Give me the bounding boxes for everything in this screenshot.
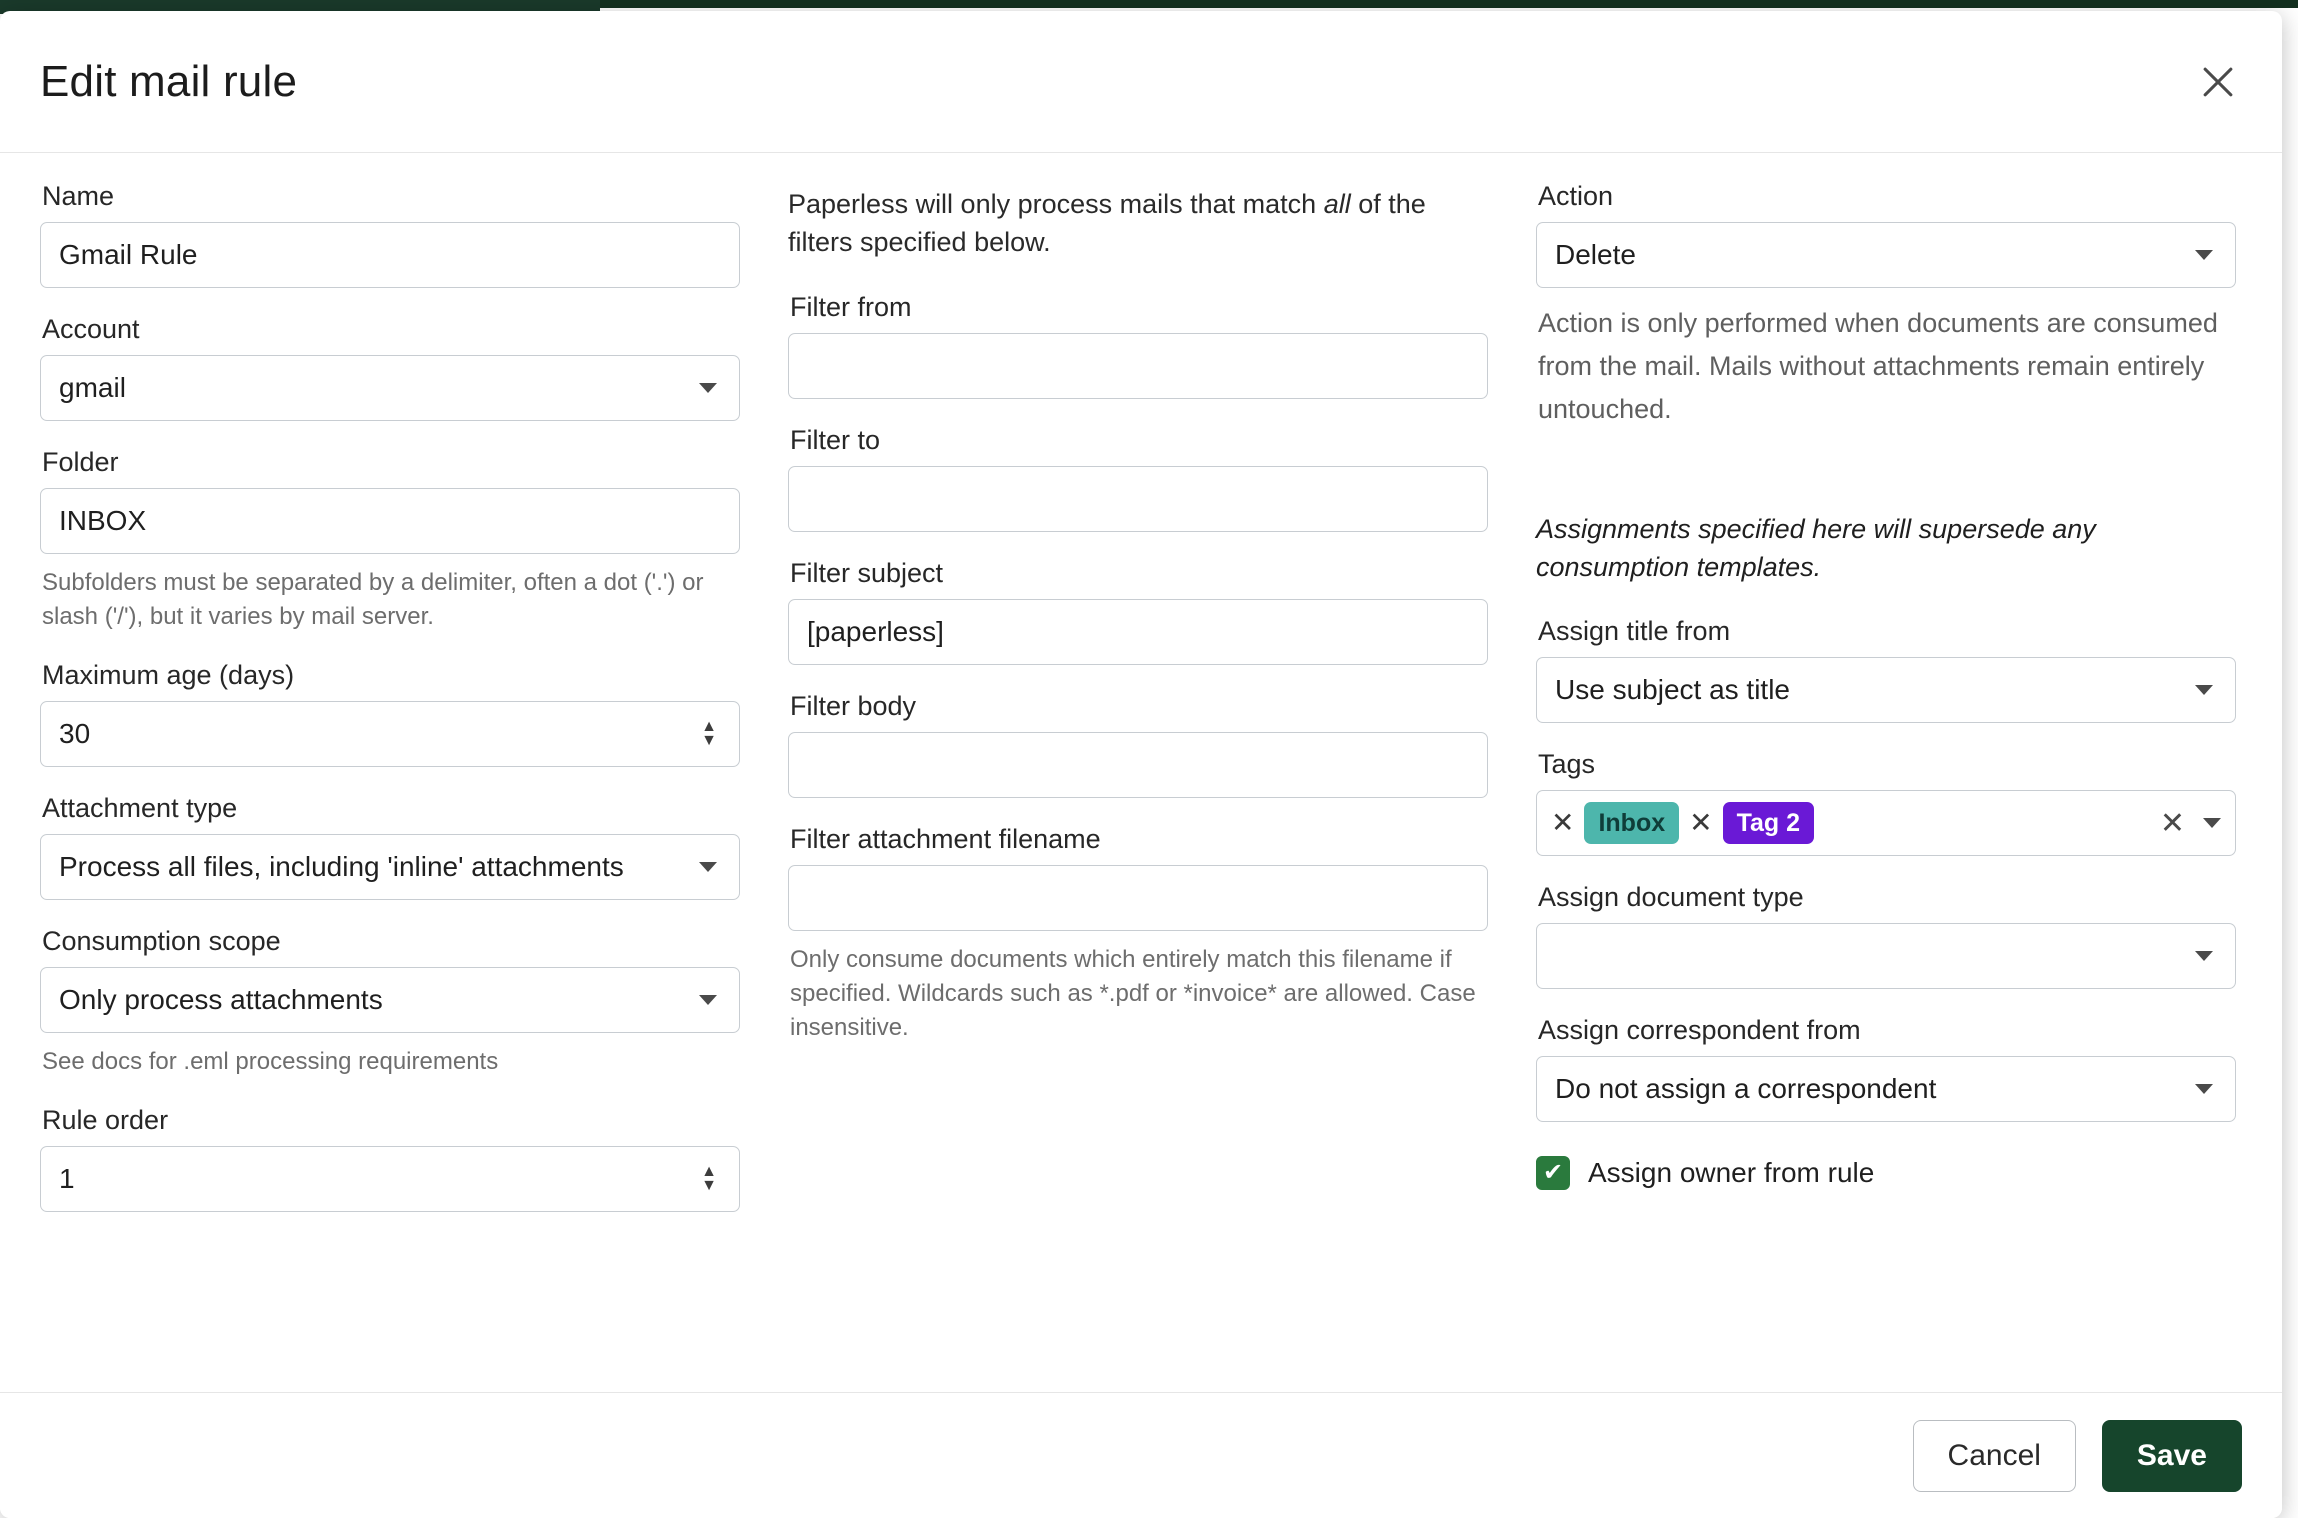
- folder-input[interactable]: [40, 488, 740, 554]
- tags-input[interactable]: [1536, 790, 2236, 856]
- assign-title-value: Use subject as title: [1555, 674, 1790, 706]
- rule-order-value: 1: [59, 1163, 75, 1195]
- name-label: Name: [42, 181, 115, 211]
- field-folder: [40, 447, 740, 634]
- action-select[interactable]: [1536, 222, 2236, 288]
- attachment-type-label: Attachment type: [42, 793, 238, 824]
- column-actions: [1536, 181, 2236, 1391]
- dialog-footer: [0, 1392, 2282, 1518]
- tag-pill-label: Inbox: [1584, 802, 1679, 844]
- assign-title-label: Assign title from: [1538, 616, 1731, 647]
- dialog-header: [0, 11, 2282, 153]
- tags-controls: [2160, 806, 2225, 841]
- filters-intro-emphasis: all: [1323, 189, 1351, 219]
- stepper-arrows-icon[interactable]: ▲ ▼: [701, 718, 717, 750]
- correspondent-value: Do not assign a correspondent: [1555, 1073, 1937, 1105]
- filter-attachment-input[interactable]: [788, 865, 1488, 931]
- tag-chip: [1551, 802, 1679, 844]
- tag-chip: [1689, 802, 1814, 844]
- assignments-note: Assignments specified here will supersede any consumption templates.: [1536, 513, 2096, 582]
- save-button[interactable]: Save: [2102, 1420, 2242, 1492]
- consumption-scope-hint: See docs for .eml processing requirements: [42, 1048, 499, 1076]
- rule-order-stepper[interactable]: [40, 1146, 740, 1212]
- assign-title-select[interactable]: [1536, 657, 2236, 723]
- action-label: Action: [1538, 181, 1614, 211]
- correspondent-label: Assign correspondent from: [1538, 1015, 1861, 1046]
- folder-hint: Subfolders must be separated by a delimiter, often a dot ('.') or slash ('/'), but it varies by mail server.: [42, 569, 704, 631]
- filter-from-input[interactable]: [788, 333, 1488, 399]
- filters-intro: [788, 185, 1488, 262]
- dialog-body: [0, 153, 2282, 1391]
- doc-type-label: Assign document type: [1538, 882, 1804, 913]
- doc-type-select[interactable]: [1536, 923, 2236, 989]
- account-label: Account: [42, 314, 140, 344]
- consumption-scope-label: Consumption scope: [42, 926, 281, 957]
- clear-icon[interactable]: ✕: [2159, 806, 2185, 840]
- max-age-value: 30: [59, 718, 91, 750]
- folder-label: Folder: [42, 447, 119, 477]
- filter-attachment-hint: Only consume documents which entirely match this filename if specified. Wildcards such as *.pdf or *invoice* are allowed. Case insensitive.: [790, 945, 1476, 1041]
- remove-tag-icon[interactable]: ✕: [1689, 807, 1713, 839]
- max-age-stepper[interactable]: [40, 701, 740, 767]
- chevron-down-icon: [699, 862, 717, 872]
- action-select-value: Delete: [1555, 239, 1636, 270]
- filter-attachment-label: Filter attachment filename: [790, 823, 1101, 854]
- field-max-age: [40, 660, 740, 767]
- field-name: [40, 181, 740, 288]
- correspondent-select[interactable]: [1536, 1056, 2236, 1122]
- filter-body-input[interactable]: [788, 732, 1488, 798]
- field-attachment-type: [40, 793, 740, 900]
- attachment-type-value: Process all files, including 'inline' attachments: [59, 851, 624, 883]
- field-consumption-scope: [40, 926, 740, 1079]
- filter-from-label: Filter from: [790, 291, 912, 322]
- consumption-scope-value: Only process attachments: [59, 984, 383, 1016]
- chevron-down-icon: [2195, 685, 2213, 695]
- chevron-down-icon: [2195, 1084, 2213, 1094]
- chevron-down-icon[interactable]: [2203, 818, 2221, 828]
- filter-subject-label: Filter subject: [790, 557, 944, 588]
- page-title: Edit mail rule: [40, 56, 298, 106]
- chevron-down-icon: [699, 995, 717, 1005]
- account-select[interactable]: [40, 355, 740, 421]
- field-filter-subject: [788, 558, 1488, 665]
- field-action: [1536, 181, 2236, 432]
- close-icon[interactable]: [2190, 54, 2246, 110]
- action-hint: Action is only performed when documents are consumed from the mail. Mails without attachments remain entirely untouched.: [1538, 308, 2218, 425]
- field-filter-body: [788, 691, 1488, 798]
- chevron-down-icon: [699, 383, 717, 393]
- attachment-type-select[interactable]: [40, 834, 740, 900]
- filters-intro-before: Paperless will only process mails that match: [788, 189, 1324, 219]
- consumption-scope-select[interactable]: [40, 967, 740, 1033]
- stepper-arrows-icon[interactable]: ▲ ▼: [701, 1163, 717, 1195]
- field-account: [40, 314, 740, 421]
- field-assign-title: [1536, 616, 2236, 723]
- field-document-type: [1536, 882, 2236, 989]
- filters-intro-after: of the filters specified below.: [788, 189, 1426, 258]
- field-filter-to: [788, 425, 1488, 532]
- assign-owner-label: Assign owner from rule: [1588, 1157, 1875, 1189]
- cancel-button[interactable]: Cancel: [1913, 1420, 2076, 1492]
- column-general: [40, 181, 740, 1391]
- chevron-down-icon: [2195, 951, 2213, 961]
- field-rule-order: [40, 1105, 740, 1212]
- account-select-value: gmail: [59, 372, 126, 403]
- remove-tag-icon[interactable]: ✕: [1551, 807, 1575, 839]
- rule-order-label: Rule order: [42, 1105, 169, 1136]
- name-input[interactable]: [40, 222, 740, 288]
- field-assign-owner: [1536, 1156, 2236, 1190]
- chevron-down-icon: [2195, 250, 2213, 260]
- column-filters: [788, 181, 1488, 1391]
- filter-subject-input[interactable]: [788, 599, 1488, 665]
- edit-mail-rule-dialog: [0, 11, 2282, 1518]
- field-correspondent: [1536, 1015, 2236, 1122]
- filter-to-label: Filter to: [790, 424, 881, 455]
- filter-to-input[interactable]: [788, 466, 1488, 532]
- tags-label: Tags: [1538, 749, 1596, 780]
- assign-owner-checkbox[interactable]: ✔: [1536, 1156, 1570, 1190]
- field-filter-attachment-filename: [788, 824, 1488, 1045]
- filter-body-label: Filter body: [790, 690, 917, 721]
- field-tags: [1536, 749, 2236, 856]
- field-filter-from: [788, 292, 1488, 399]
- max-age-label: Maximum age (days): [42, 660, 295, 691]
- tag-pill-label: Tag 2: [1723, 802, 1814, 844]
